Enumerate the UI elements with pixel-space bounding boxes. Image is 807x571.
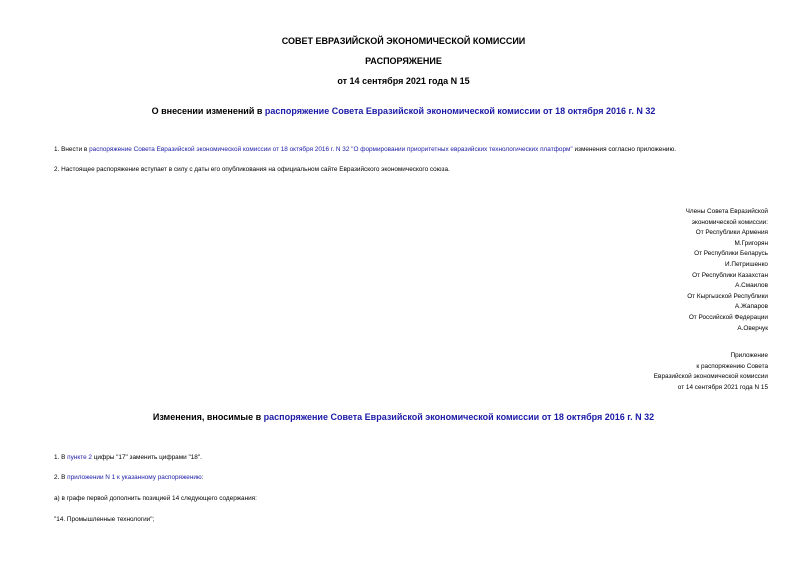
item1-suffix: цифры "17" заменить цифрами "18".: [91, 454, 202, 461]
signatures-block: [686, 207, 768, 334]
signature-line: От Российской Федерации: [688, 313, 768, 321]
p1-prefix: 1. Внести в: [54, 146, 90, 153]
p1-suffix: изменения согласно приложению.: [572, 146, 677, 153]
title-link[interactable]: распоряжение Совета Евразийской экономической комиссии от 18 октября 2016 г. N 32: [264, 106, 656, 116]
title-prefix: О внесении изменений в: [151, 106, 265, 116]
paragraph-2: 2. Настоящее распоряжение вступает в силу с даты его опубликования на официальном сайте Евразийского экономического союза.: [54, 166, 450, 173]
paragraph-1: [54, 146, 676, 153]
signature-line: От Республики Казахстан: [692, 271, 768, 279]
appendix-note: [654, 351, 768, 393]
signature-line: От Кыргызской Республики: [687, 292, 768, 300]
change-item-a: а) в графе первой дополнить позицией 14 следующего содержания:: [54, 495, 257, 502]
item2-suffix: :: [201, 474, 204, 481]
item2-link[interactable]: приложении N 1 к указанному распоряжению: [67, 474, 202, 481]
doc-type-heading: РАСПОРЯЖЕНИЕ: [365, 56, 442, 66]
doc-date-heading: от 14 сентября 2021 года N 15: [337, 76, 470, 86]
appendix-line: к распоряжению Совета: [696, 362, 768, 370]
change-item-1: [54, 454, 202, 461]
changes-title-link[interactable]: распоряжение Совета Евразийской экономической комиссии от 18 октября 2016 г. N 32: [263, 412, 655, 422]
signature-line: А.Оверчук: [737, 324, 768, 332]
appendix-line: Евразийской экономической комиссии: [653, 373, 768, 381]
org-heading: СОВЕТ ЕВРАЗИЙСКОЙ ЭКОНОМИЧЕСКОЙ КОМИССИИ: [281, 36, 526, 46]
signature-line: А.Жапаров: [734, 303, 768, 311]
p1-link[interactable]: распоряжение Совета Евразийской экономической комиссии от 18 октября 2016 г. N 32 "О формировании приоритетных евразийских технологических платформ": [89, 146, 573, 153]
signature-line: От Республики Беларусь: [694, 250, 768, 258]
signature-line: Члены Совета Евразийской: [685, 208, 768, 215]
signature-line: экономической комиссии:: [691, 218, 768, 226]
signature-line: М.Григорян: [734, 239, 768, 247]
changes-title: [0, 412, 807, 422]
appendix-line: Приложение: [730, 352, 768, 359]
signature-line: А.Смаилов: [735, 282, 768, 290]
document-title: [0, 106, 807, 116]
item1-link[interactable]: пункте 2: [67, 454, 92, 461]
signature-line: И.Петришенко: [725, 260, 768, 268]
signature-line: От Республики Армения: [695, 229, 768, 237]
appendix-line: от 14 сентября 2021 года N 15: [677, 383, 768, 391]
change-item-2: [54, 474, 204, 481]
item2-prefix: 2. В: [54, 474, 68, 481]
changes-title-prefix: Изменения, вносимые в: [152, 412, 264, 422]
item1-prefix: 1. В: [54, 454, 68, 461]
change-item-quote: "14. Промышленные технологии";: [54, 516, 155, 523]
